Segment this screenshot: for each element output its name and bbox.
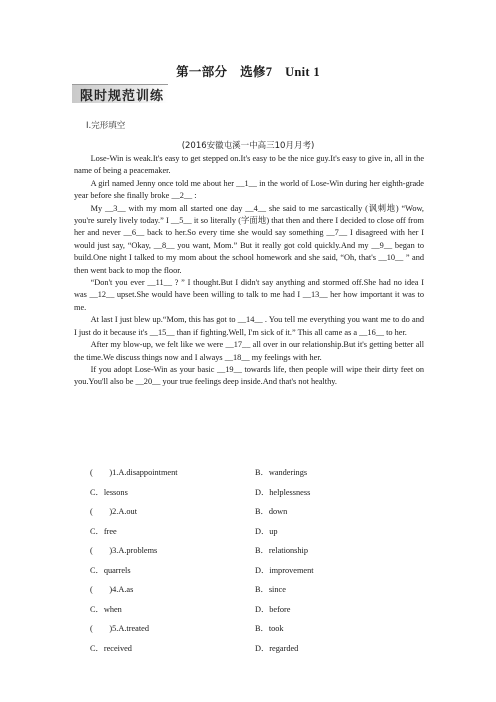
option-left: ( )1.A.disappointment bbox=[90, 468, 178, 477]
answer-options bbox=[90, 466, 420, 661]
section-header bbox=[72, 84, 168, 102]
option-left: C．quarrels bbox=[90, 565, 131, 575]
option-right: D．helplessness bbox=[255, 487, 311, 497]
option-left: ( )5.A.treated bbox=[90, 624, 149, 633]
option-left: ( )4.A.as bbox=[90, 585, 134, 594]
option-left: C．when bbox=[90, 604, 122, 614]
option-left: C．lessons bbox=[90, 487, 128, 497]
passage-paragraph: “Don't you ever __11__ ? ” I thought.But I didn't say anything and stormed off.She had no idea I was __12__ upset.She would have been willing to talk to me had I __13__ her how important it was to me. bbox=[74, 278, 424, 312]
option-right: D．up bbox=[255, 526, 278, 536]
option-row bbox=[90, 505, 420, 525]
cloze-passage bbox=[74, 153, 424, 389]
option-right: B．down bbox=[255, 507, 288, 516]
option-right: B．took bbox=[255, 624, 284, 633]
option-row bbox=[90, 622, 420, 642]
option-left: C．free bbox=[90, 526, 117, 536]
option-right: D．regarded bbox=[255, 643, 299, 653]
option-right: B．wanderings bbox=[255, 468, 308, 477]
option-left: ( )2.A.out bbox=[90, 507, 138, 516]
passage-paragraph: My __3__ with my mom all started one day __4__ she said to me sarcastically (讽刺地) “Wow, you're surely lively today.” I __5__ it so literally (字面地) that then and there I decided to close off from her and never __6__ back to her.So every time she would say something __7__ I disagreed with her I would just say, “Okay, __8__ you want, Mom.” But it really got cold quickly.And my __9__ began to build.One night I talked to my mom about the school homework and she said, “Oh, that's __10__ ” and then went back to mop the floor. bbox=[74, 203, 424, 275]
option-row bbox=[90, 525, 420, 545]
option-row bbox=[90, 583, 420, 603]
option-row bbox=[90, 486, 420, 506]
option-right: B．relationship bbox=[255, 546, 309, 555]
exam-source: (2016安徽屯溪一中高三10月月考) bbox=[181, 141, 315, 151]
option-row bbox=[90, 544, 420, 564]
option-left: C．received bbox=[90, 643, 132, 653]
option-right: D．improvement bbox=[255, 565, 314, 575]
passage-paragraph: Lose-Win is weak.It's easy to get stepped on.It's easy to be the nice guy.It's easy to give in, all in the name of being a peacemaker. bbox=[74, 154, 424, 176]
passage-paragraph: After my blow-up, we felt like we were __17__ all over in our relationship.But it's getting better all the time.We discuss things now and I always __18__ my feelings with her. bbox=[74, 340, 424, 362]
page-title: 第一部分 选修7 Unit 1 bbox=[176, 65, 320, 79]
option-row bbox=[90, 564, 420, 584]
passage-paragraph: At last I just blew up.“Mom, this has got to __14__ . You tell me everything you want me to do and I just do it because it's __15__ than if fighting.Well, I'm sick of it.” This all came as a __16__ to her. bbox=[74, 315, 424, 337]
option-left: ( )3.A.problems bbox=[90, 546, 158, 555]
section-header-label: 限时规范训练 bbox=[80, 89, 165, 104]
option-row bbox=[90, 603, 420, 623]
passage-paragraph: A girl named Jenny once told me about her __1__ in the world of Lose-Win during her eighth-grade year before she finally broke __2__ : bbox=[74, 178, 424, 201]
option-row bbox=[90, 642, 420, 662]
subsection-heading: Ⅰ.完形填空 bbox=[86, 121, 126, 131]
passage-paragraph: If you adopt Lose-Win as your basic __19__ towards life, then people will wipe their dirty feet on you.You'll also be __20__ your true feelings deep inside.And that's not healthy. bbox=[74, 364, 424, 387]
option-right: D．before bbox=[255, 604, 291, 614]
option-right: B．since bbox=[255, 585, 286, 594]
option-row bbox=[90, 466, 420, 486]
